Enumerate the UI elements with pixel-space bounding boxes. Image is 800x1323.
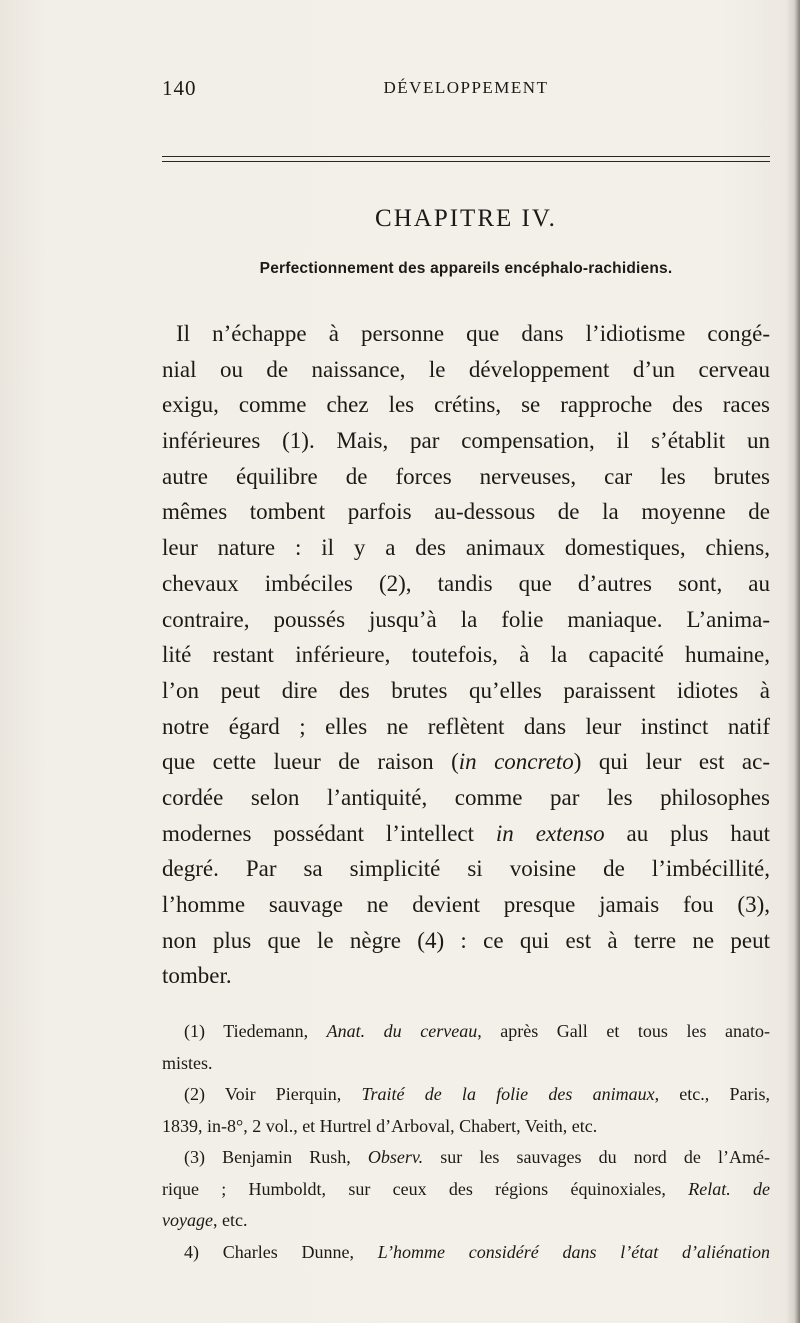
body-text-segment: que cette lueur de raison (	[162, 749, 459, 775]
body-text-segment: modernes possédant l’intellect	[162, 820, 496, 846]
body-line: leur nature : il y a des animaux domestiques, chiens,	[162, 535, 770, 561]
body-line: notre égard ; elles ne reflètent dans leur instinct natif	[162, 713, 770, 739]
body-paragraph	[162, 316, 770, 994]
footnote-1	[162, 1016, 770, 1048]
body-text-segment: au plus haut	[604, 820, 770, 846]
running-title: DÉVELOPPEMENT	[383, 78, 549, 97]
body-line: Il n’échappe à personne que dans l’idiotisme congé-	[176, 321, 770, 346]
body-line: lité restant inférieure, toutefois, à la capacité humaine,	[162, 642, 770, 668]
body-line: degré. Par sa simplicité si voisine de l’imbécillité,	[162, 856, 770, 882]
footnote-marker: (2)	[184, 1084, 205, 1104]
running-head	[162, 76, 770, 106]
footnote-italic: voyage	[162, 1210, 213, 1230]
footnote-text: , etc., Paris,	[654, 1084, 770, 1104]
body-line: cordée selon l’antiquité, comme par les philosophes	[162, 784, 770, 810]
footnote-marker: 4)	[184, 1241, 199, 1262]
body-line: non plus que le nègre (4) : ce qui est à terre ne peut	[162, 927, 770, 953]
page-edge-shadow	[786, 0, 800, 1323]
footnote-text: Tiedemann,	[205, 1021, 327, 1041]
footnote-italic: Anat. du cerveau	[326, 1021, 478, 1041]
footnote-text: rique ; Humboldt, sur ceux des régions équinoxiales,	[162, 1178, 689, 1199]
footnote-text: Benjamin Rush,	[205, 1147, 368, 1167]
footnote-text: Charles Dunne,	[199, 1241, 378, 1262]
footnote-text: , etc.	[212, 1210, 248, 1230]
footnote-2	[162, 1079, 770, 1111]
footnote-1-continued: mistes.	[162, 1052, 213, 1073]
body-line: mêmes tombent parfois au-dessous de la moyenne de	[162, 499, 770, 525]
body-line-mixed	[162, 744, 770, 780]
body-line: l’on peut dire des brutes qu’elles paraissent idiotes à	[162, 677, 770, 703]
header-rule-thick	[162, 156, 770, 157]
italic-phrase: in extenso	[495, 820, 605, 846]
page-number: 140	[162, 76, 197, 100]
footnote-marker: (1)	[184, 1021, 205, 1041]
footnote-text: sur les sauvages du nord de l’Amé-	[423, 1147, 770, 1167]
body-line: autre équilibre de forces nerveuses, car les brutes	[162, 463, 770, 489]
body-line: contraire, poussés jusqu’à la folie maniaque. L’anima-	[162, 606, 770, 632]
body-line: tomber.	[162, 963, 232, 989]
footnote-italic: Relat. de	[688, 1178, 770, 1199]
header-rule-thin	[162, 161, 770, 162]
footnote-marker: (3)	[184, 1147, 205, 1167]
italic-phrase: in concreto	[458, 749, 574, 775]
footnote-2-continued: 1839, in-8°, 2 vol., et Hurtrel d’Arboval, Chabert, Veith, etc.	[162, 1115, 598, 1136]
footnote-4	[162, 1237, 770, 1269]
footnote-italic: L’homme considéré dans l’état d’aliénation	[377, 1241, 770, 1262]
footnote-italic: Traité de la folie des animaux	[361, 1084, 655, 1104]
footnote-3	[162, 1142, 770, 1174]
footnote-3-continued	[162, 1205, 770, 1237]
body-line: l’homme sauvage ne devient presque jamais fou (3),	[162, 892, 770, 917]
body-line: nial ou de naissance, le développement d’un cerveau	[162, 356, 770, 382]
body-line-mixed	[162, 816, 770, 852]
body-text-segment: ) qui leur est ac-	[573, 749, 770, 775]
footnote-text: Voir Pierquin,	[205, 1084, 362, 1104]
footnote-italic: Observ.	[367, 1147, 424, 1167]
body-line: exigu, comme chez les crétins, se rapproche des races	[162, 392, 770, 418]
chapter-subtitle: Perfectionnement des appareils encéphalo-rachidiens.	[259, 260, 673, 277]
chapter-title: CHAPITRE IV.	[375, 205, 557, 232]
body-line: inférieures (1). Mais, par compensation, il s’établit un	[162, 428, 770, 454]
footnote-3-continued	[162, 1174, 770, 1206]
footnotes	[162, 1016, 770, 1268]
body-line: chevaux imbéciles (2), tandis que d’autres sont, au	[162, 570, 770, 596]
footnote-text: , après Gall et tous les anato-	[477, 1021, 770, 1041]
